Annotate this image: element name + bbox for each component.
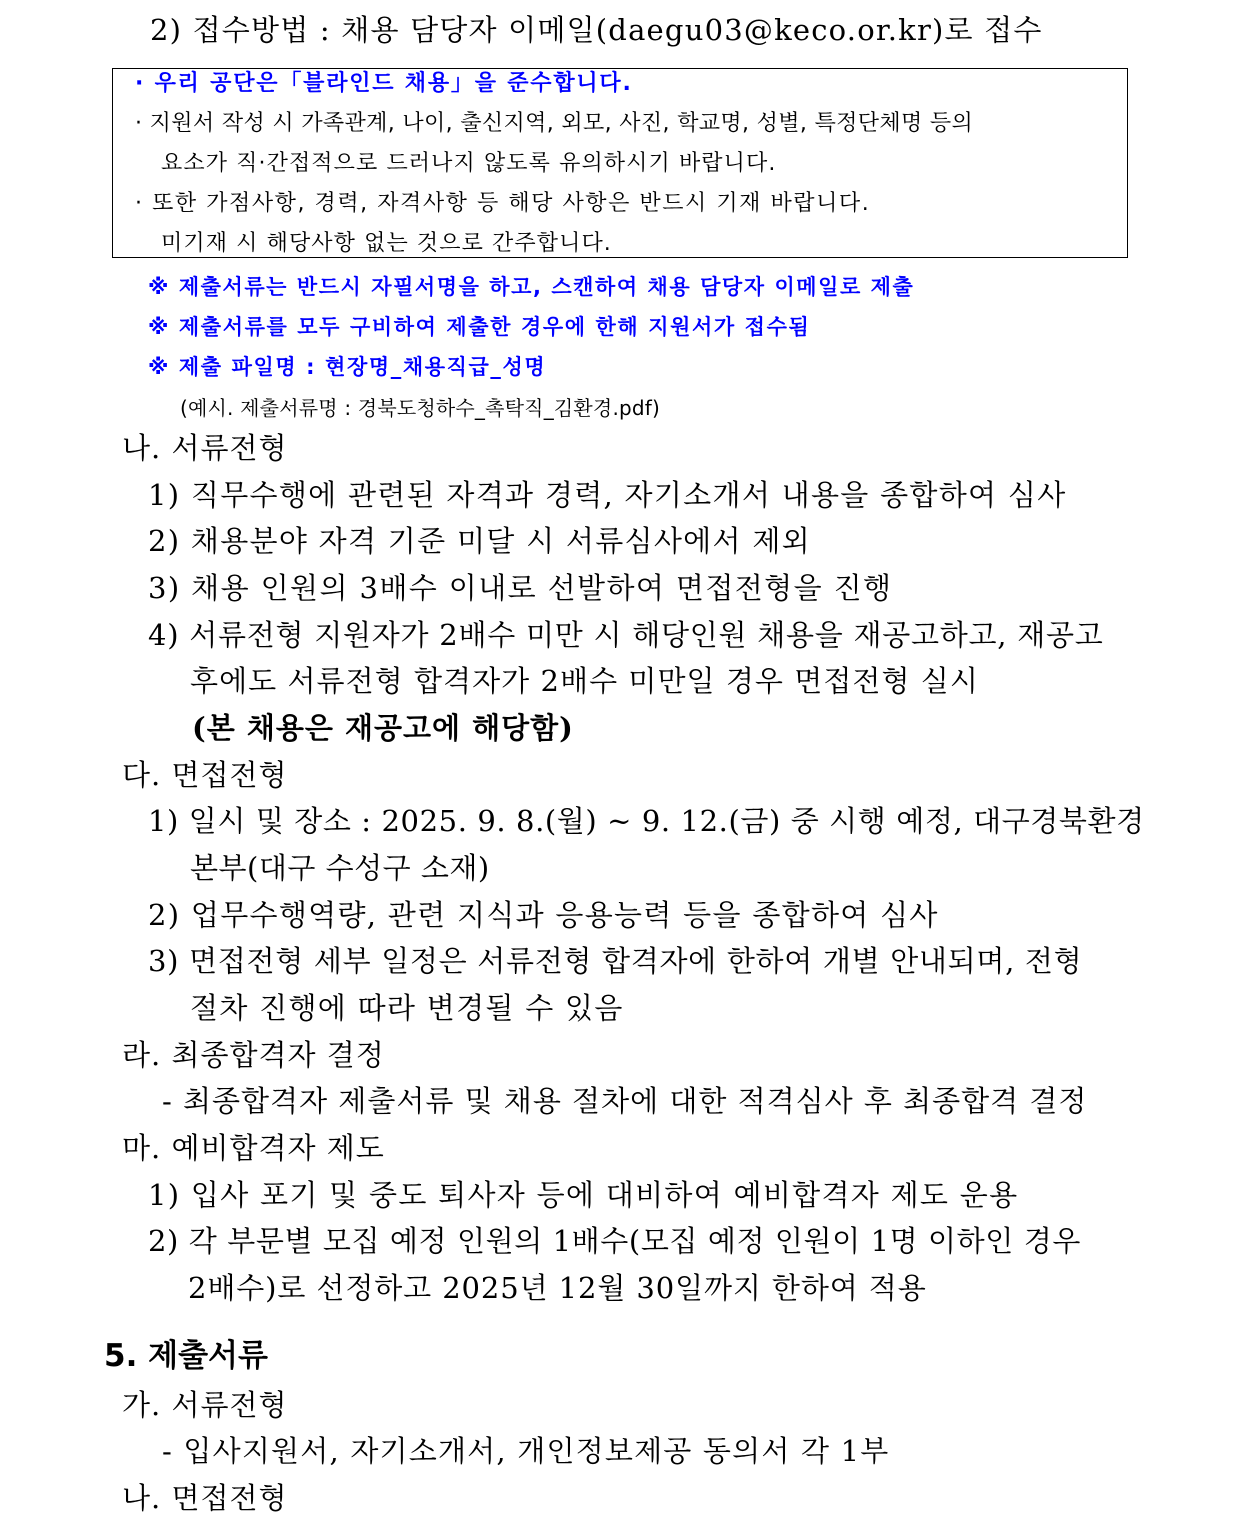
submission-method-line: 2) 접수방법 : 채용 담당자 이메일(daegu03@keco.or.kr)로 접수 — [150, 13, 1043, 47]
section-da-item-1: 1) 일시 및 장소 : 2025. 9. 8.(월) ~ 9. 12.(금) 중 시행 예정, 대구경북환경 — [148, 804, 1145, 838]
notice-line-3: 요소가 직·간접적으로 드러나지 않도록 유의하시기 바랍니다. — [161, 151, 777, 176]
file-name-example: (예시. 제출서류명 : 경북도청하수_촉탁직_김환경.pdf) — [180, 396, 661, 420]
section-ma-title: 마. 예비합격자 제도 — [122, 1131, 385, 1165]
notice-line-2: · 지원서 작성 시 가족관계, 나이, 출신지역, 외모, 사진, 학교명, 성별, 특정단체명 등의 — [135, 111, 974, 136]
section-na-item-4: 4) 서류전형 지원자가 2배수 미만 시 해당인원 채용을 재공고하고, 재공고 — [148, 618, 1104, 652]
section-na-item-2: 2) 채용분야 자격 기준 미달 시 서류심사에서 제외 — [148, 524, 811, 558]
section-5-heading: 5. 제출서류 — [104, 1338, 268, 1374]
section-ra-title: 라. 최종합격자 결정 — [122, 1038, 385, 1072]
section-da-item-1-cont: 본부(대구 수성구 소재) — [190, 851, 490, 885]
note-signature-email: ※ 제출서류는 반드시 자필서명을 하고, 스캔하여 채용 담당자 이메일로 제출 — [148, 275, 915, 299]
section-ra-item-1: - 최종합격자 제출서류 및 채용 절차에 대한 적격심사 후 최종합격 결정 — [162, 1084, 1088, 1118]
section-ma-item-2: 2) 각 부문별 모집 예정 인원의 1배수(모집 예정 인원이 1명 이하인 경우 — [148, 1224, 1081, 1258]
section-na-reannouncement-note: (본 채용은 재공고에 해당함) — [192, 711, 574, 745]
notice-line-1: · 우리 공단은「블라인드 채용」을 준수합니다. — [135, 71, 633, 96]
notice-line-4: · 또한 가점사항, 경력, 자격사항 등 해당 사항은 반드시 기재 바랍니다. — [135, 191, 871, 216]
section-5-na-title: 나. 면접전형 — [122, 1481, 288, 1515]
section-ma-item-1: 1) 입사 포기 및 중도 퇴사자 등에 대비하여 예비합격자 제도 운용 — [148, 1178, 1019, 1212]
note-file-name: ※ 제출 파일명 : 현장명_채용직급_성명 — [148, 355, 547, 379]
section-na-item-3: 3) 채용 인원의 3배수 이내로 선발하여 면접전형을 진행 — [148, 571, 893, 605]
section-ma-item-2-cont: 2배수)로 선정하고 2025년 12월 30일까지 한하여 적용 — [188, 1271, 927, 1305]
notice-line-5: 미기재 시 해당사항 없는 것으로 간주합니다. — [161, 231, 612, 256]
section-na-item-4-cont: 후에도 서류전형 합격자가 2배수 미만일 경우 면접전형 실시 — [190, 664, 979, 698]
section-na-item-1: 1) 직무수행에 관련된 자격과 경력, 자기소개서 내용을 종합하여 심사 — [148, 478, 1067, 512]
section-5-ga-title: 가. 서류전형 — [122, 1388, 288, 1422]
section-da-title: 다. 면접전형 — [122, 758, 288, 792]
section-na-title: 나. 서류전형 — [122, 431, 288, 465]
section-da-item-3: 3) 면접전형 세부 일정은 서류전형 합격자에 한하여 개별 안내되며, 전형 — [148, 944, 1083, 978]
blind-recruitment-notice-box — [112, 68, 1128, 258]
section-da-item-3-cont: 절차 진행에 따라 변경될 수 있음 — [190, 991, 624, 1025]
section-da-item-2: 2) 업무수행역량, 관련 지식과 응용능력 등을 종합하여 심사 — [148, 898, 939, 932]
note-complete-documents: ※ 제출서류를 모두 구비하여 제출한 경우에 한해 지원서가 접수됨 — [148, 315, 811, 339]
section-5-ga-item: - 입사지원서, 자기소개서, 개인정보제공 동의서 각 1부 — [162, 1434, 890, 1468]
